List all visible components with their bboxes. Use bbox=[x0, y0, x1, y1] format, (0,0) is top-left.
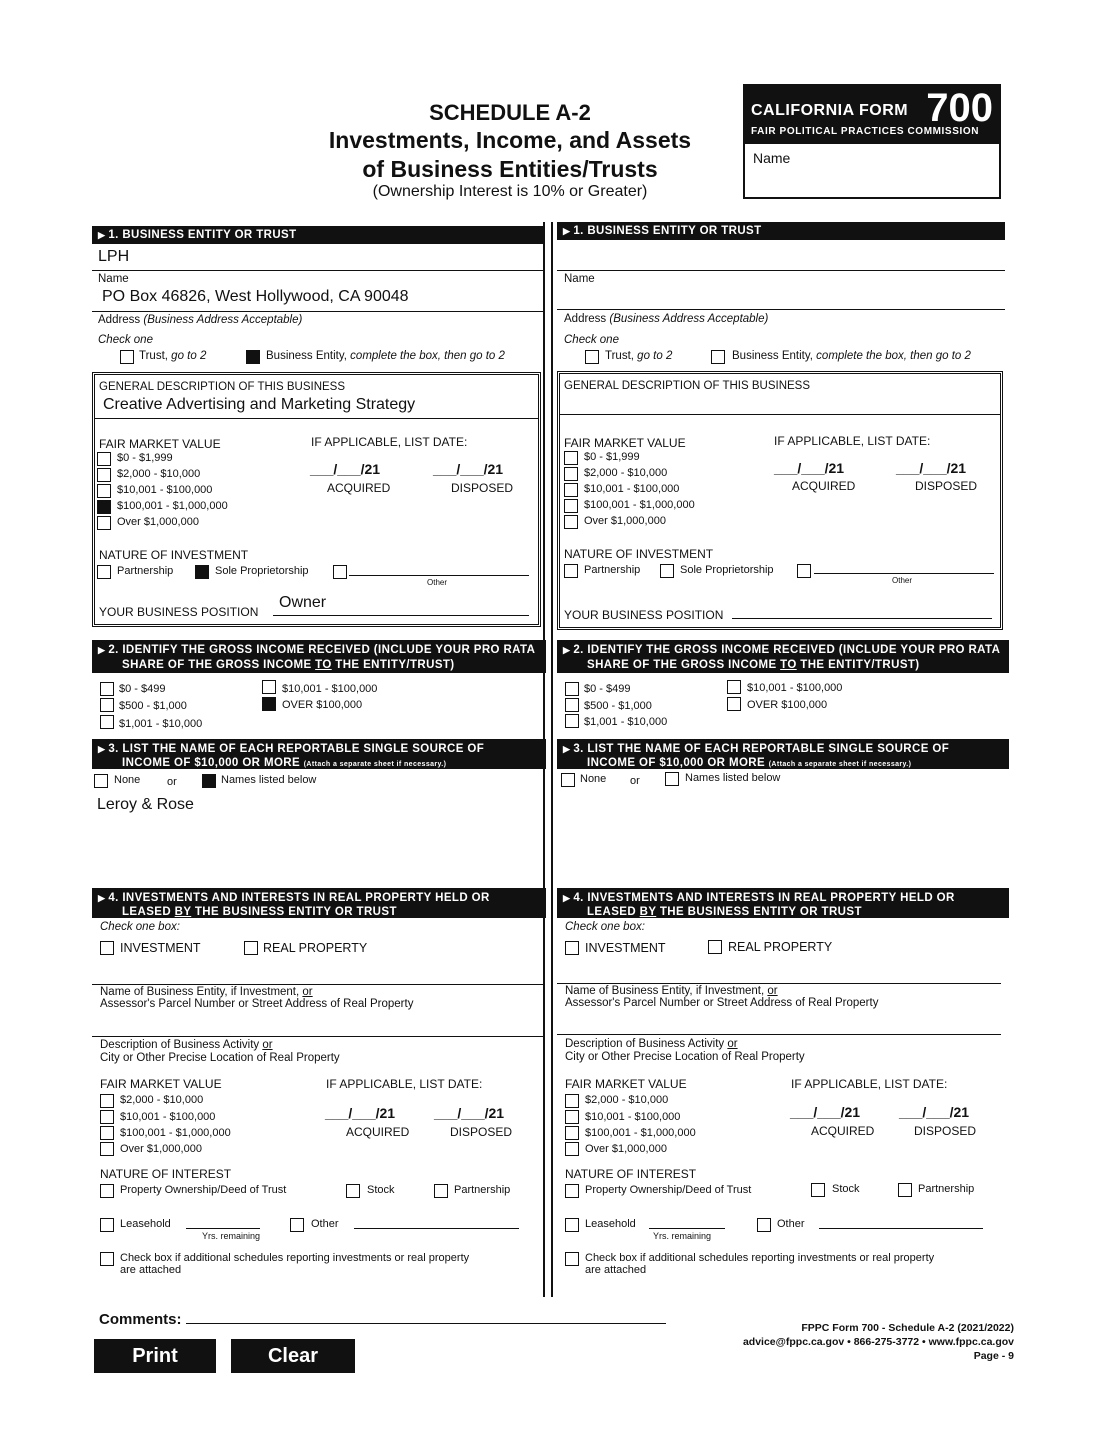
additional-schedules-label-right: Check box if additional schedules reporting investments or real property are attached bbox=[585, 1252, 935, 1276]
interest-partnership-label: Partnership bbox=[454, 1184, 511, 1196]
section2-header: ▶ 2. IDENTIFY THE GROSS INCOME RECEIVED (INCLUDE YOUR PRO RATA SHARE OF THE GROSS INCOME TO THE ENTITY/TRUST) bbox=[92, 640, 546, 673]
fmv-1-checkbox[interactable] bbox=[97, 468, 111, 482]
property-disposed-label-right: DISPOSED bbox=[914, 1124, 977, 1138]
investment-label-right: INVESTMENT bbox=[585, 941, 666, 955]
disposed-date-right[interactable]: ___/___/21 bbox=[896, 460, 967, 476]
partnership-label-right: Partnership bbox=[584, 564, 641, 576]
entity-apn-line-right bbox=[557, 983, 1001, 984]
stock-checkbox[interactable] bbox=[346, 1184, 360, 1198]
clear-button[interactable]: Clear bbox=[231, 1339, 355, 1373]
property-ownership-label-right: Property Ownership/Deed of Trust bbox=[585, 1184, 752, 1196]
leasehold-label-right: Leasehold bbox=[585, 1218, 636, 1230]
sole-proprietorship-checkbox-right[interactable] bbox=[660, 564, 674, 578]
property-fmv-2-checkbox[interactable] bbox=[100, 1126, 114, 1140]
other-investment-line-right bbox=[814, 573, 994, 574]
form-number: 700 bbox=[926, 86, 993, 130]
property-ownership-checkbox-right[interactable] bbox=[565, 1184, 579, 1198]
form-label: CALIFORNIA FORM bbox=[751, 102, 909, 119]
income-3-label-right: $10,001 - $100,000 bbox=[747, 682, 843, 694]
property-disposed-date-right[interactable]: ___/___/21 bbox=[899, 1104, 970, 1120]
acquired-label-right: ACQUIRED bbox=[792, 479, 856, 493]
comments-label: Comments: bbox=[99, 1311, 182, 1328]
list-date-label-right: IF APPLICABLE, LIST DATE: bbox=[774, 434, 931, 448]
general-description-value[interactable]: Creative Advertising and Marketing Strategy bbox=[103, 396, 416, 413]
sources-listed-checkbox[interactable] bbox=[202, 774, 216, 788]
comments-line[interactable] bbox=[186, 1323, 666, 1324]
form-subtitle: (Ownership Interest is 10% or Greater) bbox=[372, 183, 648, 200]
property-acquired-label-right: ACQUIRED bbox=[811, 1124, 875, 1138]
description-line-right bbox=[560, 414, 1000, 415]
business-position-label-right: YOUR BUSINESS POSITION bbox=[564, 608, 724, 622]
business-details-box bbox=[92, 372, 541, 627]
fmv-4-checkbox[interactable] bbox=[97, 516, 111, 530]
fmv-label-right: FAIR MARKET VALUE bbox=[564, 436, 686, 450]
section4-header-right: ▶ 4. INVESTMENTS AND INTERESTS IN REAL PROPERTY HELD OR LEASED BY THE BUSINESS ENTITY OR TRUST bbox=[557, 888, 1009, 918]
fmv-4-checkbox-right[interactable] bbox=[564, 515, 578, 529]
property-acquired-date[interactable]: ___/___/21 bbox=[325, 1105, 396, 1121]
interest-other-checkbox-right[interactable] bbox=[757, 1218, 771, 1232]
entity-apn-label: Name of Business Entity, if Investment, or Assessor's Parcel Number or Street Address of Real Property bbox=[100, 986, 414, 1010]
income-0-checkbox[interactable] bbox=[100, 682, 114, 696]
partnership-checkbox[interactable] bbox=[97, 565, 111, 579]
fmv-1-label-right: $2,000 - $10,000 bbox=[584, 467, 668, 479]
form-title-line2: of Business Entities/Trusts bbox=[362, 156, 658, 182]
print-button[interactable]: Print bbox=[94, 1339, 216, 1373]
business-position-value[interactable]: Owner bbox=[279, 594, 327, 611]
address-line-right bbox=[557, 309, 1005, 310]
fmv-3-checkbox-right[interactable] bbox=[564, 499, 578, 513]
entity-name-line-right bbox=[557, 270, 1005, 271]
sources-listed-checkbox-right[interactable] bbox=[665, 772, 679, 786]
income-1-checkbox-right[interactable] bbox=[565, 698, 579, 712]
business-entity-checkbox-right[interactable] bbox=[711, 350, 725, 364]
property-fmv-label-right: FAIR MARKET VALUE bbox=[565, 1077, 687, 1091]
property-fmv-0-checkbox-right[interactable] bbox=[565, 1094, 579, 1108]
fmv-2-checkbox[interactable] bbox=[97, 484, 111, 498]
income-3-label: $10,001 - $100,000 bbox=[282, 683, 378, 695]
fmv-1-label: $2,000 - $10,000 bbox=[117, 468, 201, 480]
interest-other-checkbox[interactable] bbox=[290, 1218, 304, 1232]
trust-label: Trust, go to 2 bbox=[139, 350, 207, 362]
fmv-0-label-right: $0 - $1,999 bbox=[584, 451, 640, 463]
yrs-remaining-line bbox=[186, 1228, 260, 1229]
address-label-right: Address (Business Address Acceptable) bbox=[564, 313, 769, 325]
nature-interest-label: NATURE OF INTEREST bbox=[100, 1167, 232, 1181]
form-id-footer: FPPC Form 700 - Schedule A-2 (2021/2022) bbox=[801, 1322, 1014, 1334]
check-one-box-label: Check one box: bbox=[100, 921, 180, 933]
property-disposed-date[interactable]: ___/___/21 bbox=[434, 1105, 505, 1121]
property-fmv-2-checkbox-right[interactable] bbox=[565, 1126, 579, 1140]
income-2-label-right: $1,001 - $10,000 bbox=[584, 716, 668, 728]
income-2-checkbox-right[interactable] bbox=[565, 714, 579, 728]
acquired-label: ACQUIRED bbox=[327, 481, 391, 495]
fmv-2-label-right: $10,001 - $100,000 bbox=[584, 483, 680, 495]
sole-proprietorship-checkbox[interactable] bbox=[195, 565, 209, 579]
income-source-value[interactable]: Leroy & Rose bbox=[97, 796, 194, 813]
position-line bbox=[273, 615, 529, 616]
other-investment-line bbox=[349, 575, 529, 576]
income-3-checkbox-right[interactable] bbox=[727, 680, 741, 694]
sources-listed-label-right: Names listed below bbox=[685, 772, 781, 784]
fmv-0-checkbox[interactable] bbox=[97, 452, 111, 466]
interest-partnership-label-right: Partnership bbox=[918, 1183, 975, 1195]
sources-none-label: None bbox=[114, 774, 141, 786]
sources-listed-label: Names listed below bbox=[221, 774, 317, 786]
sources-or-label-right: or bbox=[630, 775, 640, 787]
fmv-3-checkbox[interactable] bbox=[97, 500, 111, 514]
property-list-date-label-right: IF APPLICABLE, LIST DATE: bbox=[791, 1077, 948, 1091]
income-1-label-right: $500 - $1,000 bbox=[584, 700, 652, 712]
nature-investment-label-right: NATURE OF INVESTMENT bbox=[564, 547, 714, 561]
income-0-label: $0 - $499 bbox=[119, 683, 166, 695]
check-one-box-label-right: Check one box: bbox=[565, 921, 645, 933]
real-property-checkbox[interactable] bbox=[244, 941, 258, 955]
trust-checkbox-right[interactable] bbox=[585, 350, 599, 364]
entity-name-value[interactable]: LPH bbox=[98, 248, 130, 265]
other-label: Other bbox=[427, 578, 448, 587]
check-one-label-right: Check one bbox=[564, 334, 619, 346]
income-2-checkbox[interactable] bbox=[100, 715, 114, 729]
income-0-label-right: $0 - $499 bbox=[584, 683, 631, 695]
fmv-0-label: $0 - $1,999 bbox=[117, 452, 173, 464]
stock-label: Stock bbox=[367, 1184, 395, 1196]
entity-address-value[interactable]: PO Box 46826, West Hollywood, CA 90048 bbox=[102, 288, 409, 305]
real-property-label: REAL PROPERTY bbox=[263, 941, 368, 955]
position-line-right bbox=[732, 618, 992, 619]
partnership-label: Partnership bbox=[117, 565, 174, 577]
commission-label: FAIR POLITICAL PRACTICES COMMISSION bbox=[751, 126, 980, 137]
other-investment-checkbox-right[interactable] bbox=[797, 564, 811, 578]
yrs-remaining-label-right: Yrs. remaining bbox=[653, 1231, 712, 1241]
additional-schedules-checkbox-right[interactable] bbox=[565, 1252, 579, 1266]
interest-other-label: Other bbox=[311, 1218, 339, 1230]
address-line bbox=[92, 311, 544, 312]
acquired-date[interactable]: ___/___/21 bbox=[310, 461, 381, 477]
sole-proprietorship-label-right: Sole Proprietorship bbox=[680, 564, 774, 576]
entity-apn-line bbox=[92, 984, 544, 985]
section3-header-right: ▶ 3. LIST THE NAME OF EACH REPORTABLE SINGLE SOURCE OF INCOME OF $10,000 OR MORE (Attach a separate sheet if necessary.) bbox=[557, 739, 1009, 769]
activity-location-label: Description of Business Activity or City or Other Precise Location of Real Property bbox=[100, 1039, 340, 1064]
income-1-checkbox[interactable] bbox=[100, 698, 114, 712]
investment-label: INVESTMENT bbox=[120, 941, 201, 955]
property-disposed-label: DISPOSED bbox=[450, 1125, 513, 1139]
partnership-checkbox-right[interactable] bbox=[564, 564, 578, 578]
business-entity-checkbox[interactable] bbox=[246, 350, 260, 364]
property-acquired-label: ACQUIRED bbox=[346, 1125, 410, 1139]
yrs-remaining-line-right bbox=[649, 1228, 725, 1229]
property-fmv-3-checkbox[interactable] bbox=[100, 1142, 114, 1156]
sources-or-label: or bbox=[167, 776, 177, 788]
acquired-date-right[interactable]: ___/___/21 bbox=[774, 460, 845, 476]
property-fmv-label: FAIR MARKET VALUE bbox=[100, 1077, 222, 1091]
stock-label-right: Stock bbox=[832, 1183, 860, 1195]
income-4-label-right: OVER $100,000 bbox=[747, 699, 828, 711]
disposed-label-right: DISPOSED bbox=[915, 479, 978, 493]
property-acquired-date-right[interactable]: ___/___/21 bbox=[790, 1104, 861, 1120]
property-ownership-checkbox[interactable] bbox=[100, 1184, 114, 1198]
property-fmv-3-checkbox-right[interactable] bbox=[565, 1142, 579, 1156]
general-description-label-right: GENERAL DESCRIPTION OF THIS BUSINESS bbox=[564, 380, 811, 392]
activity-location-line bbox=[92, 1036, 544, 1037]
interest-other-label-right: Other bbox=[777, 1218, 805, 1230]
interest-other-line bbox=[354, 1228, 519, 1229]
business-details-box-right bbox=[557, 371, 1003, 630]
entity-name-line bbox=[92, 270, 544, 271]
interest-partnership-checkbox-right[interactable] bbox=[898, 1183, 912, 1197]
interest-other-line-right bbox=[819, 1228, 983, 1229]
fmv-3-label: $100,001 - $1,000,000 bbox=[117, 500, 228, 512]
investment-checkbox-right[interactable] bbox=[565, 941, 579, 955]
interest-partnership-checkbox[interactable] bbox=[434, 1184, 448, 1198]
property-fmv-2-label-right: $100,001 - $1,000,000 bbox=[585, 1127, 696, 1139]
business-entity-label-right: Business Entity, complete the box, then go to 2 bbox=[732, 350, 971, 362]
fmv-4-label-right: Over $1,000,000 bbox=[584, 515, 666, 527]
section3-header: ▶ 3. LIST THE NAME OF EACH REPORTABLE SINGLE SOURCE OF INCOME OF $10,000 OR MORE (Attach a separate sheet if necessary.) bbox=[92, 739, 546, 769]
schedule-title: SCHEDULE A-2 bbox=[429, 100, 591, 125]
leasehold-label: Leasehold bbox=[120, 1218, 171, 1230]
section4-header: ▶ 4. INVESTMENTS AND INTERESTS IN REAL PROPERTY HELD OR LEASED BY THE BUSINESS ENTITY OR TRUST bbox=[92, 888, 546, 918]
address-label: Address (Business Address Acceptable) bbox=[98, 314, 303, 326]
property-fmv-0-label-right: $2,000 - $10,000 bbox=[585, 1094, 669, 1106]
property-fmv-1-label: $10,001 - $100,000 bbox=[120, 1111, 216, 1123]
income-1-label: $500 - $1,000 bbox=[119, 700, 187, 712]
fmv-4-label: Over $1,000,000 bbox=[117, 516, 199, 528]
stock-checkbox-right[interactable] bbox=[811, 1183, 825, 1197]
other-label-right: Other bbox=[892, 576, 913, 585]
additional-schedules-label: Check box if additional schedules reporting investments or real property are attached bbox=[120, 1252, 470, 1276]
fmv-3-label-right: $100,001 - $1,000,000 bbox=[584, 499, 695, 511]
trust-label-right: Trust, go to 2 bbox=[605, 350, 673, 362]
fmv-0-checkbox-right[interactable] bbox=[564, 451, 578, 465]
page-number: Page - 9 bbox=[973, 1350, 1014, 1362]
property-fmv-0-checkbox[interactable] bbox=[100, 1094, 114, 1108]
income-4-checkbox-right[interactable] bbox=[727, 697, 741, 711]
nature-investment-label: NATURE OF INVESTMENT bbox=[99, 548, 249, 562]
sole-proprietorship-label: Sole Proprietorship bbox=[215, 565, 309, 577]
name-label: Name bbox=[98, 273, 129, 285]
fmv-2-checkbox-right[interactable] bbox=[564, 483, 578, 497]
property-fmv-0-label: $2,000 - $10,000 bbox=[120, 1094, 204, 1106]
sources-none-checkbox[interactable] bbox=[94, 774, 108, 788]
real-property-label-right: REAL PROPERTY bbox=[728, 940, 833, 954]
yrs-remaining-label: Yrs. remaining bbox=[202, 1231, 261, 1241]
additional-schedules-checkbox[interactable] bbox=[100, 1252, 114, 1266]
income-2-label: $1,001 - $10,000 bbox=[119, 718, 203, 730]
leasehold-checkbox[interactable] bbox=[100, 1218, 114, 1232]
trust-checkbox[interactable] bbox=[120, 350, 134, 364]
section2-header-right: ▶ 2. IDENTIFY THE GROSS INCOME RECEIVED (INCLUDE YOUR PRO RATA SHARE OF THE GROSS INCOME TO THE ENTITY/TRUST) bbox=[557, 640, 1009, 673]
nature-interest-label-right: NATURE OF INTEREST bbox=[565, 1167, 697, 1181]
check-one-label: Check one bbox=[98, 334, 153, 346]
property-fmv-3-label-right: Over $1,000,000 bbox=[585, 1143, 667, 1155]
disposed-label: DISPOSED bbox=[451, 481, 514, 495]
section1-header: ▶ 1. BUSINESS ENTITY OR TRUST bbox=[92, 226, 544, 244]
fmv-2-label: $10,001 - $100,000 bbox=[117, 484, 213, 496]
activity-location-line-right bbox=[557, 1034, 1001, 1035]
contact-footer: advice@fppc.ca.gov • 866-275-3772 • www.fppc.ca.gov bbox=[742, 1336, 1014, 1348]
business-entity-label: Business Entity, complete the box, then go to 2 bbox=[266, 350, 505, 362]
income-4-checkbox[interactable] bbox=[262, 697, 276, 711]
property-ownership-label: Property Ownership/Deed of Trust bbox=[120, 1184, 287, 1196]
filer-name-label[interactable]: Name bbox=[753, 150, 791, 166]
fmv-label: FAIR MARKET VALUE bbox=[99, 437, 221, 451]
name-label-right: Name bbox=[564, 273, 595, 285]
leasehold-checkbox-right[interactable] bbox=[565, 1218, 579, 1232]
disposed-date[interactable]: ___/___/21 bbox=[433, 461, 504, 477]
description-line bbox=[95, 418, 538, 419]
property-fmv-2-label: $100,001 - $1,000,000 bbox=[120, 1127, 231, 1139]
other-investment-checkbox[interactable] bbox=[333, 565, 347, 579]
property-fmv-1-label-right: $10,001 - $100,000 bbox=[585, 1111, 681, 1123]
form-title-line1: Investments, Income, and Assets bbox=[328, 127, 692, 153]
business-position-label: YOUR BUSINESS POSITION bbox=[99, 605, 259, 619]
income-4-label: OVER $100,000 bbox=[282, 699, 363, 711]
real-property-checkbox-right[interactable] bbox=[708, 940, 722, 954]
form-id-box bbox=[743, 84, 1001, 199]
property-fmv-3-label: Over $1,000,000 bbox=[120, 1143, 202, 1155]
general-description-label: GENERAL DESCRIPTION OF THIS BUSINESS bbox=[99, 381, 346, 393]
property-fmv-1-checkbox-right[interactable] bbox=[565, 1110, 579, 1124]
sources-none-label-right: None bbox=[580, 773, 607, 785]
fmv-1-checkbox-right[interactable] bbox=[564, 467, 578, 481]
investment-checkbox[interactable] bbox=[100, 941, 114, 955]
entity-apn-label-right: Name of Business Entity, if Investment, or Assessor's Parcel Number or Street Address of Real Property bbox=[565, 985, 879, 1009]
list-date-label: IF APPLICABLE, LIST DATE: bbox=[311, 435, 468, 449]
activity-location-label-right: Description of Business Activity or City or Other Precise Location of Real Property bbox=[565, 1038, 805, 1063]
property-fmv-1-checkbox[interactable] bbox=[100, 1110, 114, 1124]
sources-none-checkbox-right[interactable] bbox=[561, 773, 575, 787]
section1-header-right: ▶ 1. BUSINESS ENTITY OR TRUST bbox=[557, 222, 1005, 240]
income-3-checkbox[interactable] bbox=[262, 680, 276, 694]
income-0-checkbox-right[interactable] bbox=[565, 682, 579, 696]
property-list-date-label: IF APPLICABLE, LIST DATE: bbox=[326, 1077, 483, 1091]
